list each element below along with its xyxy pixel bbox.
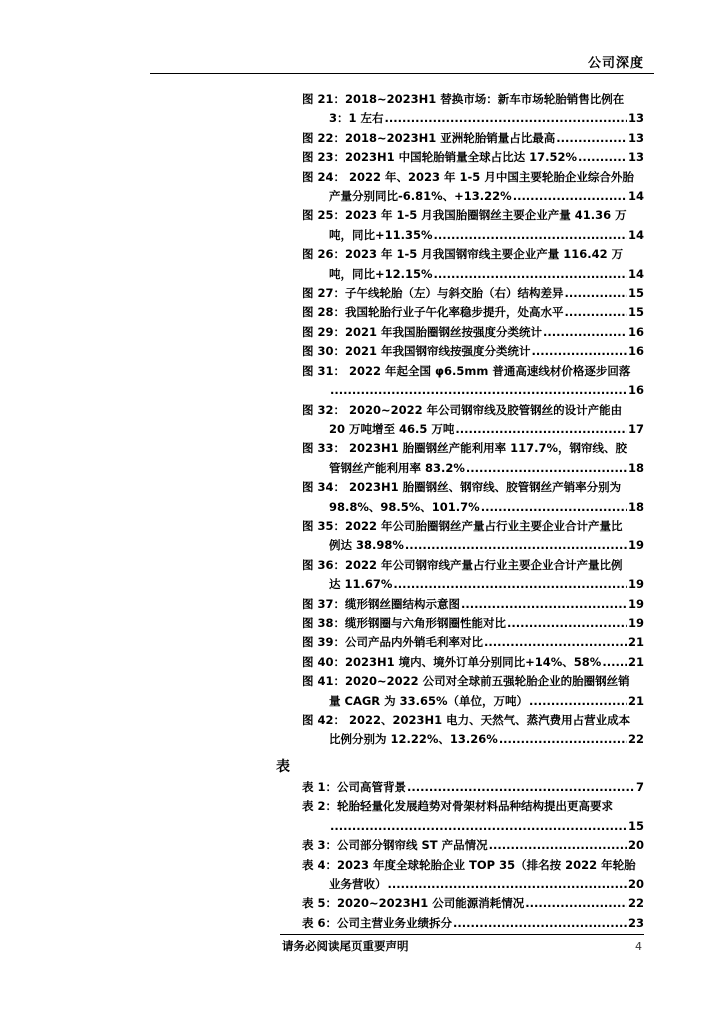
toc-page-number: 16 bbox=[627, 383, 644, 398]
dot-leader bbox=[484, 633, 627, 652]
dot-leader bbox=[393, 575, 627, 594]
figure-entry[interactable] bbox=[302, 556, 644, 595]
toc-entry-text: 图 40：2023H1 境内、境外订单分别同比+14%、58% bbox=[302, 654, 602, 669]
dot-leader bbox=[556, 129, 627, 148]
dot-leader bbox=[453, 914, 627, 933]
toc-page-number: 19 bbox=[627, 538, 644, 553]
toc-page-number: 19 bbox=[627, 615, 644, 630]
toc-page-number: 20 bbox=[627, 838, 644, 853]
toc-entry-text: 表 2：轮胎轻量化发展趋势对骨架材料品种结构提出更高要求 bbox=[302, 799, 614, 814]
toc-entry-text: 比例分别为 12.22%、13.26% bbox=[329, 732, 498, 747]
figure-entry[interactable] bbox=[302, 633, 644, 652]
toc-entry-text: 图 26：2023 年 1-5 月我国钢帘线主要企业产量 116.42 万 bbox=[302, 247, 624, 262]
toc-entry-text: 图 36：2022 年公司钢帘线产量占行业主要企业合计产量比例 bbox=[302, 557, 623, 572]
toc-entry-text: 图 32： 2020~2022 年公司钢帘线及胶管钢丝的设计产能由 bbox=[302, 402, 623, 417]
figure-entry[interactable] bbox=[302, 303, 644, 322]
figure-entry[interactable] bbox=[302, 439, 644, 478]
toc-page-number: 18 bbox=[627, 499, 644, 514]
toc-entry-text: 吨，同比+11.35% bbox=[329, 227, 433, 242]
toc-entry-text: 图 25：2023 年 1-5 月我国胎圈钢丝主要企业产量 41.36 万 bbox=[302, 208, 627, 223]
header-divider bbox=[150, 73, 654, 74]
figure-entry[interactable] bbox=[302, 653, 644, 672]
dot-leader bbox=[407, 778, 635, 797]
dot-leader bbox=[489, 836, 627, 855]
toc-entry-text: 图 38：缆形钢圈与六角形钢圈性能对比 bbox=[302, 615, 507, 630]
toc-entry-text: 图 31： 2022 年起全国 φ6.5mm 普通高速线材价格逐步回落 bbox=[302, 363, 631, 378]
toc-page-number: 22 bbox=[627, 896, 644, 911]
toc-page-number: 13 bbox=[627, 111, 644, 126]
toc-page-number: 14 bbox=[627, 189, 644, 204]
toc-entry-text: 表 5：2020~2023H1 公司能源消耗情况 bbox=[302, 896, 525, 911]
toc-page-number: 16 bbox=[627, 324, 644, 339]
figure-entry[interactable] bbox=[302, 245, 644, 284]
toc-page-number: 17 bbox=[627, 421, 644, 436]
toc-entry-text: 图 30：2021 年我国钢帘线按强度分类统计 bbox=[302, 344, 531, 359]
toc-entry-text: 图 33： 2023H1 胎圈钢丝产能利用率 117.7%，钢帘线、胶 bbox=[302, 441, 628, 456]
dot-leader bbox=[565, 303, 627, 322]
toc-entry-text: 图 41：2020~2022 公司对全球前五强轮胎企业的胎圈钢丝销 bbox=[302, 674, 630, 689]
table-entry[interactable] bbox=[302, 778, 644, 797]
figure-entry[interactable] bbox=[302, 323, 644, 342]
toc-page-number: 18 bbox=[627, 460, 644, 475]
toc-entry-text: 表 6：公司主营业务业绩拆分 bbox=[302, 915, 453, 930]
toc-entry-text: 业务营收） bbox=[329, 877, 387, 892]
figure-entry[interactable] bbox=[302, 148, 644, 167]
figure-entry[interactable] bbox=[302, 614, 644, 633]
dot-leader bbox=[543, 323, 627, 342]
toc-entry-text: 图 22：2018~2023H1 亚洲轮胎销量占比最高 bbox=[302, 130, 556, 145]
toc-entry-text: 图 28：我国轮胎行业子午化率稳步提升，处高水平 bbox=[302, 305, 564, 320]
toc-page-number: 15 bbox=[627, 818, 644, 833]
dot-leader bbox=[434, 226, 627, 245]
dot-leader bbox=[434, 265, 627, 284]
dot-leader bbox=[330, 817, 627, 836]
toc-entry-text: 图 21：2018~2023H1 替换市场：新车市场轮胎销售比例在 bbox=[302, 92, 625, 106]
toc-entry-text: 图 35：2022 年公司胎圈钢丝产量占行业主要企业合计产量比 bbox=[302, 518, 623, 533]
figure-entry[interactable] bbox=[302, 90, 644, 129]
dot-leader bbox=[405, 536, 627, 555]
header-section-label: 公司深度 bbox=[587, 56, 644, 71]
toc-entry-text: 表 3：公司部分钢帘线 ST 产品情况 bbox=[302, 838, 488, 853]
dot-leader bbox=[565, 284, 627, 303]
toc-entry-text: 3：1 左右 bbox=[329, 111, 384, 126]
figure-entry[interactable] bbox=[302, 362, 644, 401]
table-entry[interactable] bbox=[302, 914, 644, 933]
figure-entry[interactable] bbox=[302, 401, 644, 440]
figure-entry[interactable] bbox=[302, 168, 644, 207]
table-list bbox=[302, 778, 644, 933]
toc-page-number: 20 bbox=[627, 877, 644, 892]
dot-leader bbox=[466, 459, 627, 478]
footer-divider bbox=[280, 934, 644, 935]
toc-entry-text: 图 29：2021 年我国胎圈钢丝按强度分类统计 bbox=[302, 324, 543, 339]
toc-entry-text: 管钢丝产能利用率 83.2% bbox=[329, 460, 465, 475]
toc-page-number: 15 bbox=[627, 286, 644, 301]
dot-leader bbox=[388, 875, 627, 894]
figure-entry[interactable] bbox=[302, 284, 644, 303]
toc-page-number: 19 bbox=[627, 596, 644, 611]
figure-entry[interactable] bbox=[302, 478, 644, 517]
dot-leader bbox=[513, 187, 627, 206]
toc-page-number: 21 bbox=[627, 635, 644, 650]
toc-entry-text: 产量分别同比-6.81%、+13.22% bbox=[329, 189, 512, 204]
toc-page-number: 15 bbox=[627, 305, 644, 320]
footer-disclaimer: 请务必阅读尾页重要声明 bbox=[282, 939, 409, 953]
dot-leader bbox=[330, 381, 627, 400]
dot-leader bbox=[385, 109, 627, 128]
toc-entry-text: 表 4：2023 年度全球轮胎企业 TOP 35（排名按 2022 年轮胎 bbox=[302, 857, 636, 872]
toc-page-number: 21 bbox=[627, 693, 644, 708]
dot-leader bbox=[578, 148, 627, 167]
figure-entry[interactable] bbox=[302, 206, 644, 245]
figure-entry[interactable] bbox=[302, 342, 644, 361]
page-number: 4 bbox=[635, 940, 642, 953]
toc-entry-text: 表 1：公司高管背景 bbox=[302, 780, 407, 794]
toc-page-number: 13 bbox=[627, 150, 644, 165]
dot-leader bbox=[481, 498, 627, 517]
toc-page-number: 21 bbox=[627, 654, 644, 669]
figure-entry[interactable] bbox=[302, 517, 644, 556]
figure-entry[interactable] bbox=[302, 711, 644, 750]
toc-entry-text: 图 37：缆形钢丝圈结构示意图 bbox=[302, 596, 461, 611]
toc-page-number: 14 bbox=[627, 227, 644, 242]
toc-entry-text: 图 39：公司产品内外销毛利率对比 bbox=[302, 635, 484, 650]
dot-leader bbox=[532, 342, 627, 361]
toc-page-number: 7 bbox=[635, 780, 644, 794]
dot-leader bbox=[499, 730, 627, 749]
figure-list bbox=[302, 90, 644, 750]
table-entry[interactable] bbox=[302, 797, 644, 836]
toc-entry-text: 图 42： 2022、2023H1 电力、天然气、蒸汽费用占营业成本 bbox=[302, 713, 631, 727]
toc-entry-text: 20 万吨增至 46.5 万吨 bbox=[329, 421, 455, 436]
toc-page-number: 19 bbox=[627, 577, 644, 592]
toc-entry-text: 例达 38.98% bbox=[329, 538, 404, 553]
tables-section-title: 表 bbox=[276, 759, 290, 775]
toc-entry-text: 图 27：子午线轮胎（左）与斜交胎（右）结构差异 bbox=[302, 286, 564, 301]
table-entry[interactable] bbox=[302, 836, 644, 855]
toc-entry-text: 图 24： 2022 年、2023 年 1-5 月中国主要轮胎企业综合外胎 bbox=[302, 169, 634, 184]
toc-page-number: 22 bbox=[627, 732, 644, 747]
table-entry[interactable] bbox=[302, 894, 644, 913]
toc-entry-text: 吨，同比+12.15% bbox=[329, 266, 433, 281]
figure-entry[interactable] bbox=[302, 595, 644, 614]
toc-entry-text: 98.8%、98.5%、101.7% bbox=[329, 499, 480, 514]
toc-entry-text: 达 11.67% bbox=[329, 577, 393, 592]
toc-entry-text: 量 CAGR 为 33.65%（单位，万吨） bbox=[329, 693, 529, 708]
dot-leader bbox=[529, 692, 627, 711]
table-entry[interactable] bbox=[302, 856, 644, 895]
dot-leader bbox=[507, 614, 627, 633]
toc-entry-text: 图 34： 2023H1 胎圈钢丝、钢帘线、胶管钢丝产销率分别为 bbox=[302, 480, 622, 495]
toc-page-number: 13 bbox=[627, 130, 644, 145]
figure-entry[interactable] bbox=[302, 129, 644, 148]
dot-leader bbox=[461, 595, 627, 614]
toc-page-number: 23 bbox=[627, 915, 644, 930]
toc-entry-text: 图 23：2023H1 中国轮胎销量全球占比达 17.52% bbox=[302, 150, 578, 165]
toc-page-number: 14 bbox=[627, 266, 644, 281]
figure-entry[interactable] bbox=[302, 672, 644, 711]
dot-leader bbox=[602, 653, 627, 672]
dot-leader bbox=[455, 420, 627, 439]
toc-page-number: 16 bbox=[627, 344, 644, 359]
dot-leader bbox=[525, 894, 627, 913]
